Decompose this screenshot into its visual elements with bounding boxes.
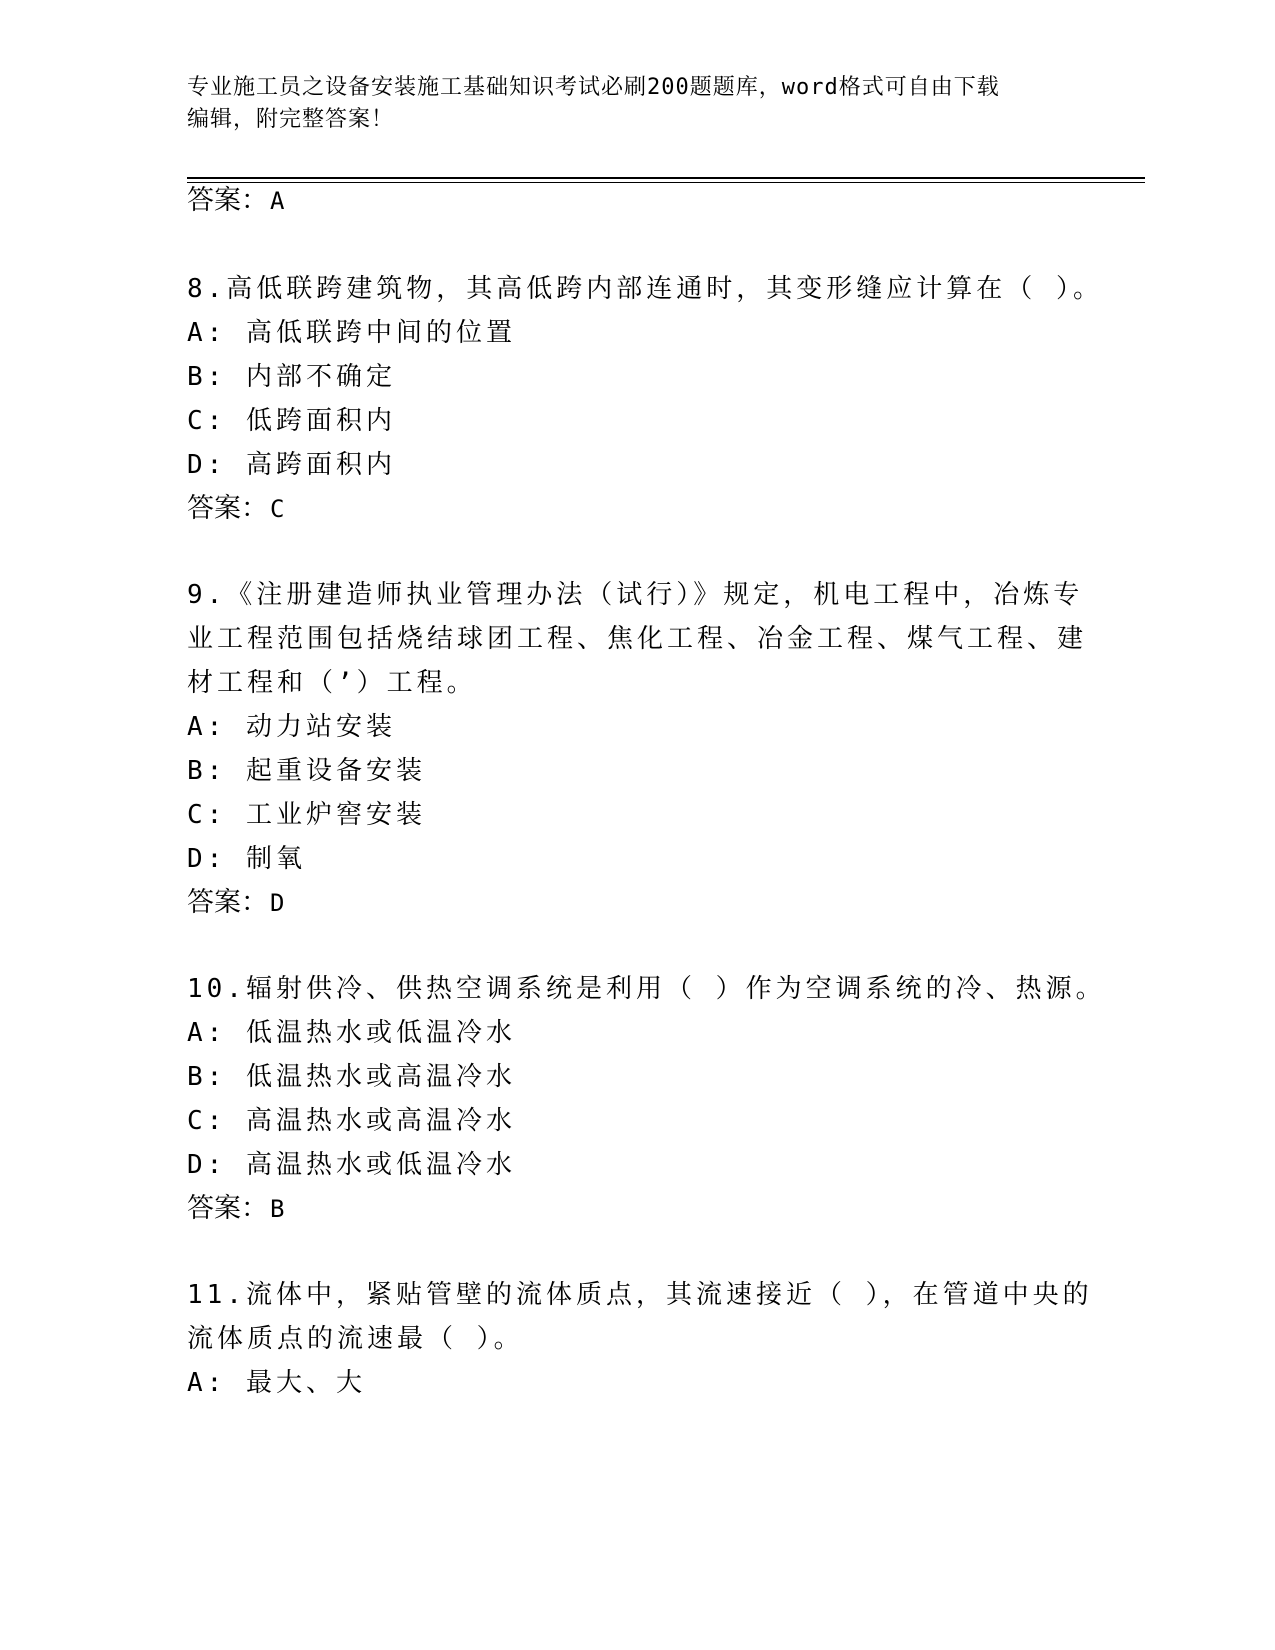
question-11-option-a: A: 最大、大 (187, 1368, 366, 1398)
answer-value: D (270, 889, 285, 917)
question-10-option-c: C: 高温热水或高温冷水 (187, 1106, 516, 1136)
answer-label: 答案： (187, 887, 268, 918)
question-9-option-d: D: 制氧 (187, 844, 306, 874)
question-10-option-a: A: 低温热水或低温冷水 (187, 1018, 516, 1048)
question-9-option-a: A: 动力站安装 (187, 712, 396, 742)
question-8-option-b: B: 内部不确定 (187, 362, 396, 392)
answer-value: B (270, 1195, 285, 1223)
answer-value: A (270, 187, 285, 215)
question-9-text-line-2: 业工程范围包括烧结球团工程、焦化工程、冶金工程、煤气工程、建 (187, 624, 1088, 654)
answer-value: C (270, 495, 285, 523)
question-8-option-c: C: 低跨面积内 (187, 406, 396, 436)
question-9-text-line-1: 9.《注册建造师执业管理办法（试行）》规定，机电工程中，冶炼专 (187, 580, 1084, 610)
header-rule-thin (187, 182, 1145, 183)
question-8-text: 8.高低联跨建筑物，其高低跨内部连通时，其变形缝应计算在（ ）。 (187, 274, 1103, 304)
header-line-2: 编辑，附完整答案！ (187, 107, 395, 132)
header-rule-thick (187, 177, 1145, 179)
question-9-text-line-3: 材工程和（’）工程。 (187, 668, 477, 698)
question-10-text: 10.辐射供冷、供热空调系统是利用（ ）作为空调系统的冷、热源。 (187, 974, 1106, 1004)
question-11-text-line-2: 流体质点的流速最（ ）。 (187, 1324, 524, 1354)
document-header (187, 72, 1087, 136)
question-9-answer (187, 880, 284, 926)
question-8-option-d: D: 高跨面积内 (187, 450, 396, 480)
question-8-answer (187, 486, 284, 532)
header-line-1: 专业施工员之设备安装施工基础知识考试必刷200题题库，word格式可自由下载 (187, 75, 1000, 100)
question-8-option-a: A: 高低联跨中间的位置 (187, 318, 516, 348)
question-10-answer (187, 1186, 284, 1232)
question-10-option-d: D: 高温热水或低温冷水 (187, 1150, 516, 1180)
answer-line (187, 178, 284, 224)
answer-label: 答案： (187, 1193, 268, 1224)
question-9-option-c: C: 工业炉窖安装 (187, 800, 426, 830)
question-9-option-b: B: 起重设备安装 (187, 756, 426, 786)
answer-label: 答案： (187, 185, 268, 216)
question-10-option-b: B: 低温热水或高温冷水 (187, 1062, 516, 1092)
answer-label: 答案： (187, 493, 268, 524)
question-11-text-line-1: 11.流体中，紧贴管壁的流体质点，其流速接近（ ），在管道中央的 (187, 1280, 1093, 1310)
